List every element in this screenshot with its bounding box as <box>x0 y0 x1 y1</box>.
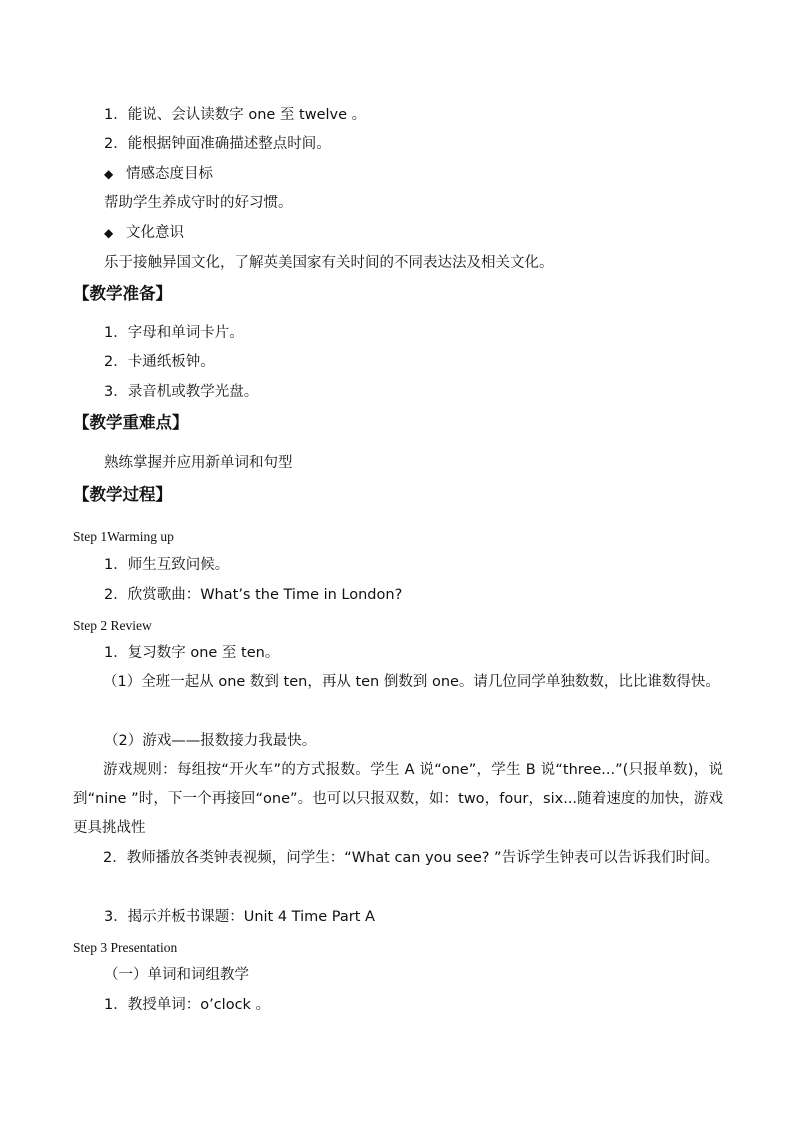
culture-heading <box>104 223 184 243</box>
step1-item-1: 1．师生互致问候。 <box>104 557 230 573</box>
step1-item-2: 2．欣赏歌曲：What’s the Time in London? <box>104 587 403 603</box>
step1-title: Step 1Warming up <box>73 529 174 544</box>
step3-item-1: 1．教授单词：o’clock 。 <box>104 997 271 1013</box>
objective-line-2: 2．能根据钟面准确描述整点时间。 <box>104 136 331 152</box>
emotion-heading <box>104 164 213 184</box>
step2-item-2: 2．教师播放各类钟表视频，问学生：“What can you see? ”告诉学生钟表可以告诉我们时间。 <box>103 850 720 866</box>
step2-sub-2: （2）游戏——报数接力我最快。 <box>104 733 317 749</box>
process-heading: 【教学过程】 <box>73 485 172 504</box>
diamond-bullet-icon: ◆ <box>104 226 114 240</box>
prep-item-2: 2．卡通纸板钟。 <box>104 354 215 370</box>
key-text: 熟练掌握并应用新单词和句型 <box>104 455 293 471</box>
step3-title: Step 3 Presentation <box>73 940 178 955</box>
prep-heading: 【教学准备】 <box>73 284 172 303</box>
culture-text: 乐于接触异国文化，了解英美国家有关时间的不同表达法及相关文化。 <box>104 255 554 271</box>
step2-sub-1: （1）全班一起从 one 数到 ten，再从 ten 倒数到 one。请几位同学单独数数，比比谁数得快。 <box>103 674 720 690</box>
step3-sub-1: （一）单词和词组教学 <box>104 967 249 983</box>
step2-game-rules: 游戏规则：每组按“开火车”的方式报数。学生 A 说“one”，学生 B 说“three...”(只报单数)，说到“nine ”时，下一个再接回“one”。也可以只报双数，如：two，four，six...随着速度的加快，游戏更具挑战性 <box>73 762 723 836</box>
step2-item-3: 3．揭示并板书课题：Unit 4 Time Part A <box>104 909 375 925</box>
emotion-title: 情感态度目标 <box>126 166 213 182</box>
objective-line-1: 1．能说、会认读数字 one 至 twelve 。 <box>104 107 367 123</box>
diamond-bullet-icon: ◆ <box>104 167 114 181</box>
prep-item-1: 1．字母和单词卡片。 <box>104 325 244 341</box>
culture-title: 文化意识 <box>126 225 184 241</box>
emotion-text: 帮助学生养成守时的好习惯。 <box>104 195 293 211</box>
prep-item-3: 3．录音机或教学光盘。 <box>104 384 259 400</box>
step2-title: Step 2 Review <box>73 618 152 633</box>
step2-item-1: 1．复习数字 one 至 ten。 <box>104 645 280 661</box>
key-heading: 【教学重难点】 <box>73 413 189 432</box>
